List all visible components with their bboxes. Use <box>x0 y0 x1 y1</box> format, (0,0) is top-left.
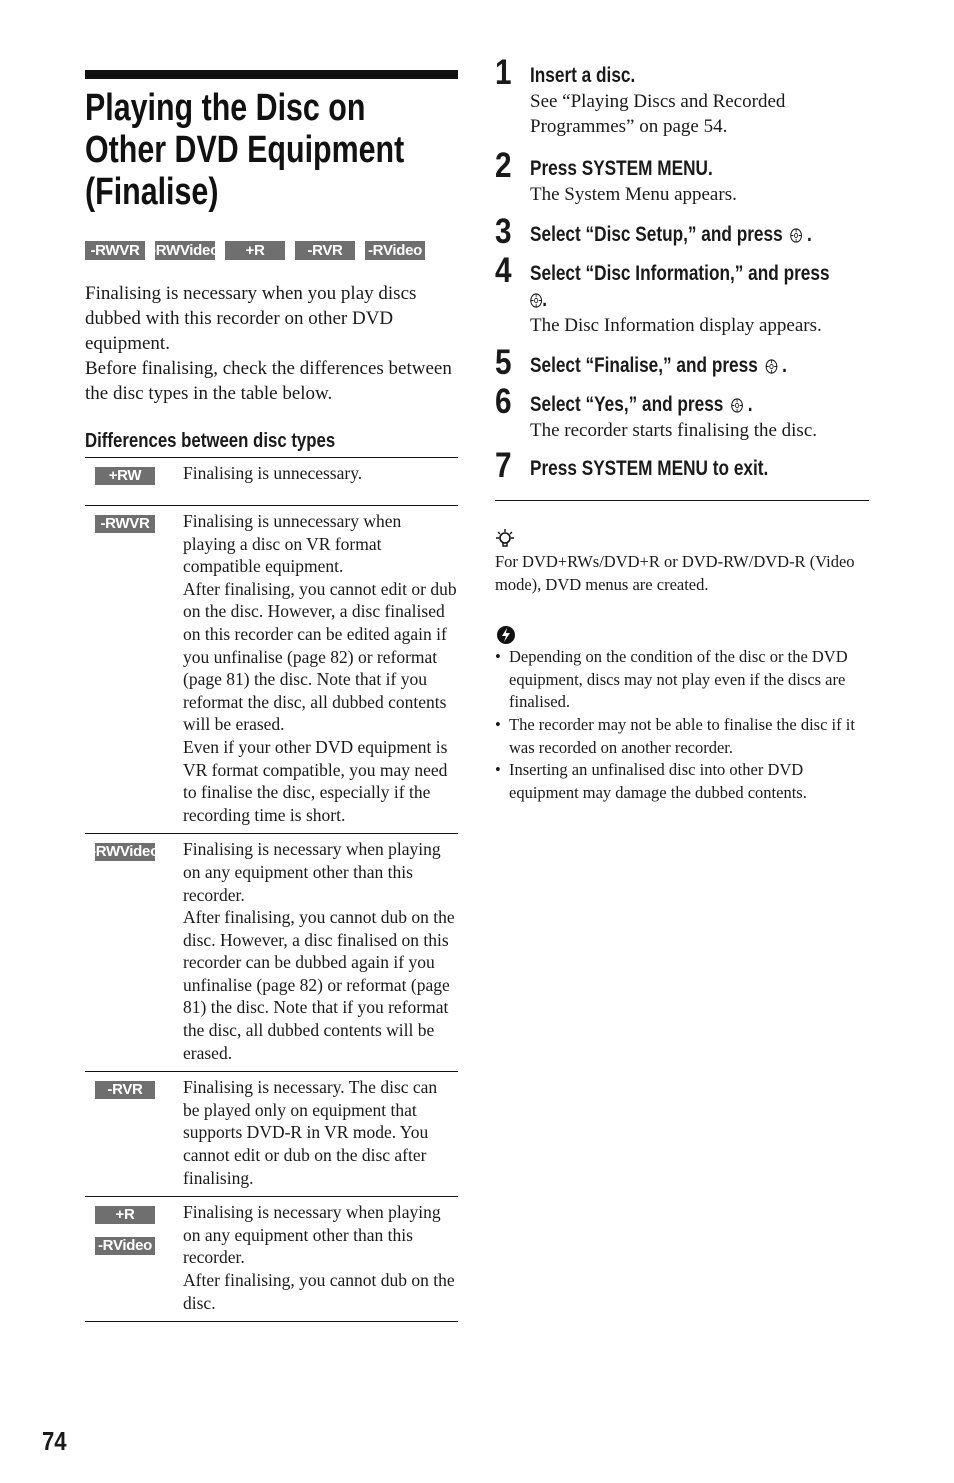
description-cell <box>183 458 458 506</box>
disc-badge-plus-r: +R <box>95 1206 155 1224</box>
step-heading: Press SYSTEM MENU to exit. <box>530 457 769 480</box>
badge-cell <box>85 1072 183 1197</box>
disc-badge-r-vr: -RVR <box>295 241 355 260</box>
intro-paragraph: Finalising is necessary when you play discs dubbed with this recorder on other DVD equipment. <box>85 283 417 354</box>
row-paragraph: Finalising is unnecessary when playing a disc on VR format compatible equipment. <box>183 511 402 577</box>
step-6 <box>495 383 869 443</box>
enter-button-icon <box>765 359 777 374</box>
disc-types-table <box>85 457 458 1322</box>
badge-cell <box>85 1197 183 1322</box>
step-heading: Press SYSTEM MENU. <box>530 157 713 180</box>
list-item: • Inserting an unfinalised disc into other DVD equipment may damage the dubbed contents. <box>495 759 869 804</box>
step-body: The recorder starts finalising the disc. <box>530 420 818 441</box>
step-1 <box>495 54 869 139</box>
disc-badge-r-video: -RVideo <box>95 1237 155 1255</box>
step-5 <box>495 343 869 382</box>
badge-cell <box>85 834 183 1072</box>
step-7 <box>495 446 869 485</box>
enter-button-icon <box>530 293 542 308</box>
step-body: The Disc Information display appears. <box>530 315 822 336</box>
step-heading: Select “Finalise,” and press . <box>530 354 787 377</box>
description-cell <box>183 506 458 834</box>
list-item: • Depending on the condition of the disc or the DVD equipment, discs may not play even if the discs are finalised. <box>495 646 869 714</box>
step-number: 5 <box>495 343 512 382</box>
step-number: 3 <box>495 212 512 251</box>
row-paragraph: After finalising, you cannot edit or dub on the disc. However, a disc finalised on this recorder can be edited again if you unfinalise (page 82) or reformat (page 81) the disc. Note that if you reformat the disc, all dubbed contents will be erased. <box>183 578 457 735</box>
title-line: Other DVD Equipment <box>85 129 405 171</box>
disc-badge-r-video: -RVideo <box>365 241 425 260</box>
row-paragraph: Finalising is necessary when playing on any equipment other than this recorder. <box>183 839 441 905</box>
description-cell <box>183 1072 458 1197</box>
table-row <box>85 1197 458 1322</box>
description-cell <box>183 1197 458 1322</box>
title-rule <box>85 70 458 79</box>
step-heading: Insert a disc. <box>530 64 636 87</box>
row-paragraph: After finalising, you cannot dub on the disc. <box>183 1270 455 1313</box>
table-row <box>85 1072 458 1197</box>
step-body: The System Menu appears. <box>530 184 737 205</box>
step-3 <box>495 212 869 251</box>
right-column <box>495 54 869 804</box>
lightbulb-hint-icon <box>495 527 517 551</box>
enter-button-icon <box>731 398 743 413</box>
table-row <box>85 834 458 1072</box>
step-heading: Select “Disc Setup,” and press . <box>530 223 812 246</box>
list-item: • The recorder may not be able to finalise the disc if it was recorded on another recorder. <box>495 714 869 759</box>
step-4 <box>495 252 869 338</box>
title-line: Playing the Disc on <box>85 87 366 129</box>
step-2 <box>495 147 869 207</box>
badge-cell <box>85 506 183 834</box>
row-paragraph: Even if your other DVD equipment is VR format compatible, you may need to finalise the disc, especially if the recording time is short. <box>183 736 448 825</box>
title-line: (Finalise) <box>85 171 219 213</box>
row-paragraph: After finalising, you cannot dub on the disc. However, a disc finalised on this recorder can be dubbed again if you unfinalise (page 82) or reformat (page 81) the disc. Note that if you reformat the disc, all dubbed contents will be erased. <box>183 907 455 1063</box>
tip-text: For DVD+RWs/DVD+R or DVD-RW/DVD-R (Video mode), DVD menus are created. <box>495 552 855 594</box>
table-row <box>85 506 458 834</box>
enter-button-icon <box>790 228 802 243</box>
step-heading: Select “Disc Information,” and press . <box>530 262 830 311</box>
caution-note-icon <box>495 622 517 646</box>
disc-badge-rw-vr: -RWVR <box>85 241 145 260</box>
disc-badge-plus-rw: +RW <box>95 467 155 485</box>
page-title <box>85 87 458 213</box>
step-number: 4 <box>495 251 512 290</box>
description-cell <box>183 834 458 1072</box>
step-number: 6 <box>495 382 512 421</box>
step-number: 1 <box>495 53 512 92</box>
notes-list <box>495 646 869 804</box>
step-number: 7 <box>495 446 512 485</box>
disc-badge-rw-vr: -RWVR <box>95 515 155 533</box>
disc-badge-plus-r: +R <box>225 241 285 260</box>
table-row <box>85 458 458 506</box>
row-paragraph: Finalising is unnecessary. <box>183 463 363 483</box>
step-heading: Select “Yes,” and press . <box>530 393 753 416</box>
step-body: See “Playing Discs and Recorded Programmes” on page 54. <box>530 91 786 137</box>
row-paragraph: Finalising is necessary. The disc can be played only on equipment that supports DVD-R in VR mode. You cannot edit or dub on the disc after finalising. <box>183 1077 438 1188</box>
intro-paragraph: Before finalising, check the differences between the disc types in the table below. <box>85 358 452 404</box>
disc-type-badges <box>85 241 458 261</box>
disc-badge-r-vr: -RVR <box>95 1081 155 1099</box>
intro-text <box>85 281 458 406</box>
disc-badge-rw-video: -RWVideo <box>151 242 219 259</box>
page-number: 74 <box>42 1426 67 1456</box>
step-number: 2 <box>495 146 512 185</box>
badge-cell <box>85 458 183 506</box>
disc-badge-rw-video: -RWVideo <box>91 843 159 861</box>
section-divider <box>495 500 869 501</box>
row-paragraph: Finalising is necessary when playing on any equipment other than this recorder. <box>183 1202 441 1268</box>
table-heading: Differences between disc types <box>85 430 336 452</box>
left-column <box>85 70 458 1322</box>
